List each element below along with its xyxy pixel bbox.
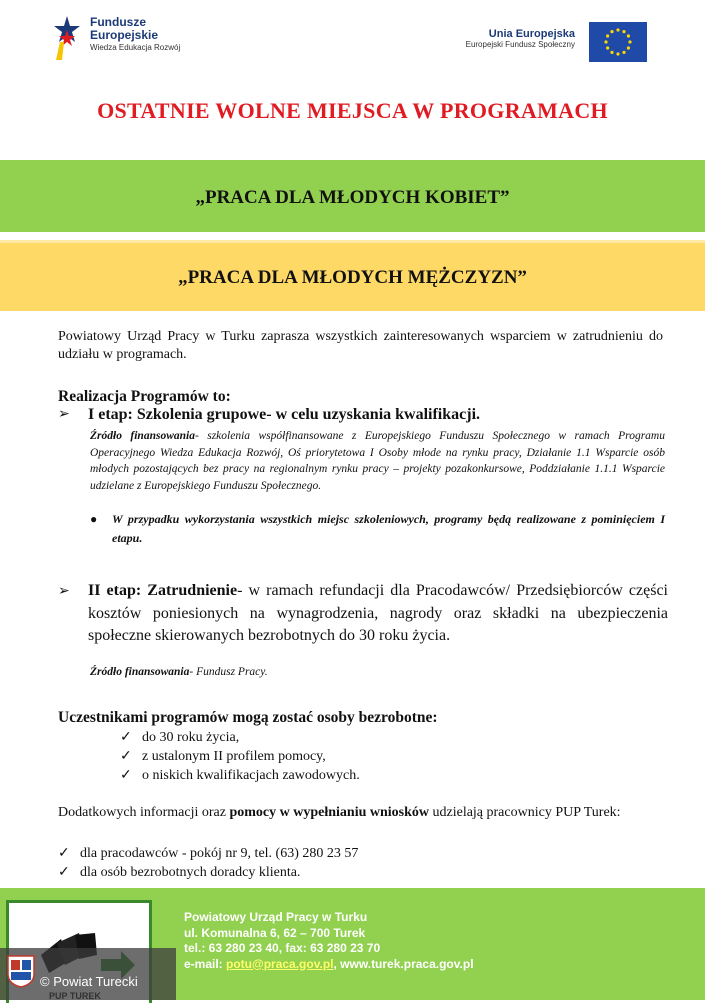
checkmark-icon: ✓ <box>120 749 132 764</box>
stage1-source-label: Źródło finansowania <box>90 430 195 442</box>
dot-bullet-icon: ● <box>90 512 98 526</box>
contact-list <box>58 844 358 882</box>
ue-line1: Unia Europejska <box>488 28 575 40</box>
stage1-source-text: - szkolenia współfinansowane z Europejskiego Funduszu Społecznego w ramach Programu Operacyjnego Wiedza Edukacja Rozwój, Oś priorytetowa I Osoby młode na rynku pracy, Działanie 1.1 Wsparcie osób młodych pozostających bez pracy na regionalnym rynku pracy – projekty pozakonkursowe, Poddziałanie 1.1.1 Wsparcie udzielane z Europejskiego Funduszu Społecznego. <box>90 430 665 492</box>
credit-text: © Powiat Turecki <box>40 974 138 989</box>
checkmark-icon: ✓ <box>58 865 70 880</box>
stage1-source <box>90 428 665 494</box>
fe-line2: Europejskie <box>90 28 159 42</box>
checkmark-icon: ✓ <box>58 846 70 861</box>
coat-of-arms-icon <box>6 954 36 988</box>
intro-paragraph: Powiatowy Urząd Pracy w Turku zaprasza wszystkich zainteresowanych wsparciem w zatrudnieniu do udziału w programach. <box>58 329 663 362</box>
stage2-source-text: - Fundusz Pracy. <box>189 666 268 678</box>
stage1-note-text: W przypadku wykorzystania wszystkich miejsc szkoleniowych, programy będą realizowane z pominięciem I etapu. <box>112 512 665 545</box>
fe-line1: Fundusze <box>90 15 146 29</box>
page-title: OSTATNIE WOLNE MIEJSCA W PROGRAMACH <box>97 98 608 123</box>
program-title-women: „PRACA DLA MŁODYCH KOBIET” <box>195 187 510 208</box>
footer-line1: Powiatowy Urząd Pracy w Turku <box>184 910 368 924</box>
footer-line3: tel.: 63 280 23 40, fax: 63 280 23 70 <box>184 941 381 955</box>
credit-overlay <box>0 948 176 1000</box>
realizacja-heading: Realizacja Programów to: <box>58 388 231 405</box>
contact-bold: pomocy w wypełnianiu wniosków <box>229 805 429 820</box>
unia-europejska-logo <box>452 22 647 66</box>
contact-paragraph: Dodatkowych informacji oraz pomocy w wypełnianiu wniosków udzielają pracownicy PUP Turek: <box>58 805 621 820</box>
list-item: ✓ dla pracodawców - pokój nr 9, tel. (63) 280 23 57 <box>58 846 359 861</box>
checkmark-icon: ✓ <box>120 730 132 745</box>
fe-line3: Wiedza Edukacja Rozwój <box>90 43 181 52</box>
list-item: ✓ dla osób bezrobotnych doradcy klienta. <box>58 865 301 880</box>
fe-star-icon <box>52 12 82 62</box>
arrow-bullet-icon: ➢ <box>58 584 70 599</box>
stage2-source <box>90 666 268 678</box>
program-band-men <box>0 240 705 311</box>
arrow-bullet-icon: ➢ <box>58 407 70 422</box>
fundusze-europejskie-logo <box>52 12 212 64</box>
program-title-men: „PRACA DLA MŁODYCH MĘŻCZYZN” <box>178 267 527 288</box>
www-link[interactable]: www.turek.praca.gov.pl <box>340 956 474 971</box>
stage1-title: I etap: Szkolenia grupowe- <box>88 406 272 423</box>
stage1-rest: w celu uzyskania kwalifikacji. <box>271 406 481 423</box>
email-link[interactable]: potu@praca.gov.pl <box>226 956 334 971</box>
checkmark-icon: ✓ <box>120 768 132 783</box>
eu-flag-icon <box>589 22 647 62</box>
footer-contact <box>184 910 474 972</box>
footer-line2: ul. Komunalna 6, 62 – 700 Turek <box>184 925 366 940</box>
participants-list <box>120 728 360 785</box>
stage1-note <box>90 510 665 548</box>
program-band-women <box>0 160 705 232</box>
list-item: ✓ do 30 roku życia, <box>120 730 240 745</box>
list-item: ✓ o niskich kwalifikacjach zawodowych. <box>120 768 360 783</box>
footer-line4: e-mail: potu@praca.gov.pl, www.turek.praca.gov.pl <box>184 956 474 971</box>
stage2-source-label: Źródło finansowania <box>90 666 190 678</box>
participants-heading: Uczestnikami programów mogą zostać osoby bezrobotne: <box>58 709 438 726</box>
stage2-title: II etap: Zatrudnienie <box>88 582 238 599</box>
ue-line2: Europejski Fundusz Społeczny <box>465 40 575 49</box>
list-item: ✓ z ustalonym II profilem pomocy, <box>120 749 326 764</box>
stage2-rest: - w ramach refundacji dla Pracodawców/ Przedsiębiorców części kosztów poniesionych na wynagrodzenia, nagrody oraz składki na ubezpieczenia społeczne skierowanych bezrobotnych do 30 roku życia. <box>88 582 668 644</box>
